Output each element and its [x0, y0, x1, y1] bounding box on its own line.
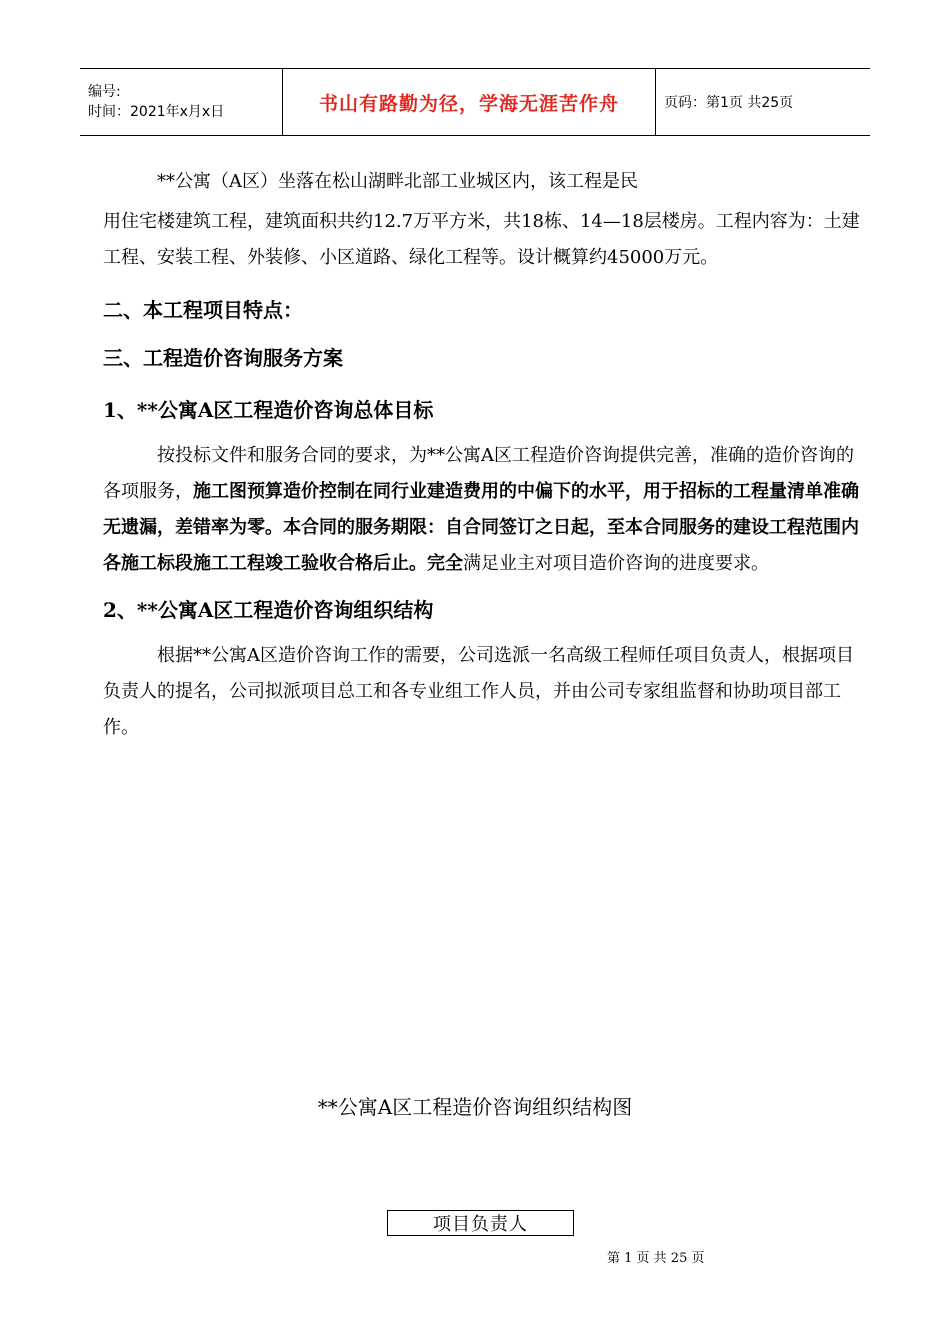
subsection-1-title: 1、**公寓A区工程造价咨询总体目标 [103, 398, 434, 422]
header-motto: 书山有路勤为径，学海无涯苦作舟 [318, 92, 619, 115]
document-date: 时间：2021年x月x日 [88, 104, 225, 120]
subsection-2-title: 2、**公寓A区工程造价咨询组织结构 [103, 598, 434, 622]
header-table [80, 68, 870, 136]
subsection-2-paragraph: 根据**公寓A区造价咨询工作的需要，公司选派一名高级工程师任项目负责人，根据项目负责人的提名，公司拟派项目总工和各专业组工作人员，并由公司专家组监督和协助项目部工作。 [103, 645, 854, 738]
intro-paragraph-rest: 用住宅楼建筑工程，建筑面积共约12.7万平方米，共18栋、14—18层楼房。工程内容为：土建工程、安装工程、外装修、小区道路、绿化工程等。设计概算约45000万元。 [103, 211, 860, 268]
sub1-normal-text-b: 满足业主对项目造价咨询的进度要求。 [463, 553, 769, 574]
section-heading-2: 二、本工程项目特点： [103, 298, 303, 322]
page-code-text: 页码：第1页 共25页 [664, 95, 794, 111]
sub1-bold-text: 施工图预算造价控制在同行业建造费用的中偏下的水平，用于招标的工程量清单准确无遗漏，差错率为零。本合同的服务期限：自合同签订之日起，至本合同服务的建设工程范围内各施工标段施工工程竣工验收合格后止。完全 [103, 481, 859, 574]
header-motto-cell [282, 69, 656, 135]
header-page-code [656, 69, 870, 135]
org-chart-project-leader-box [387, 1210, 574, 1236]
org-chart-title: **公寓A区工程造价咨询组织结构图 [317, 1095, 633, 1119]
sub1-normal-text-a: 按投标文件和服务合同的要求，为**公寓A区工程造价咨询提供完善，准确的造价咨询的各项服务， [103, 445, 854, 502]
section-heading-3: 三、工程造价咨询服务方案 [103, 346, 343, 370]
org-box-label: 项目负责人 [433, 1214, 528, 1235]
subsection-1-paragraph [103, 438, 863, 582]
document-body [103, 160, 863, 746]
intro-paragraph-line1: **公寓（A区）坐落在松山湖畔北部工业城区内，该工程是民 [157, 171, 638, 192]
page-footer: 第 1 页 共 25 页 [607, 1251, 705, 1266]
header-meta [80, 69, 282, 135]
document-number-label: 编号: [88, 84, 121, 100]
